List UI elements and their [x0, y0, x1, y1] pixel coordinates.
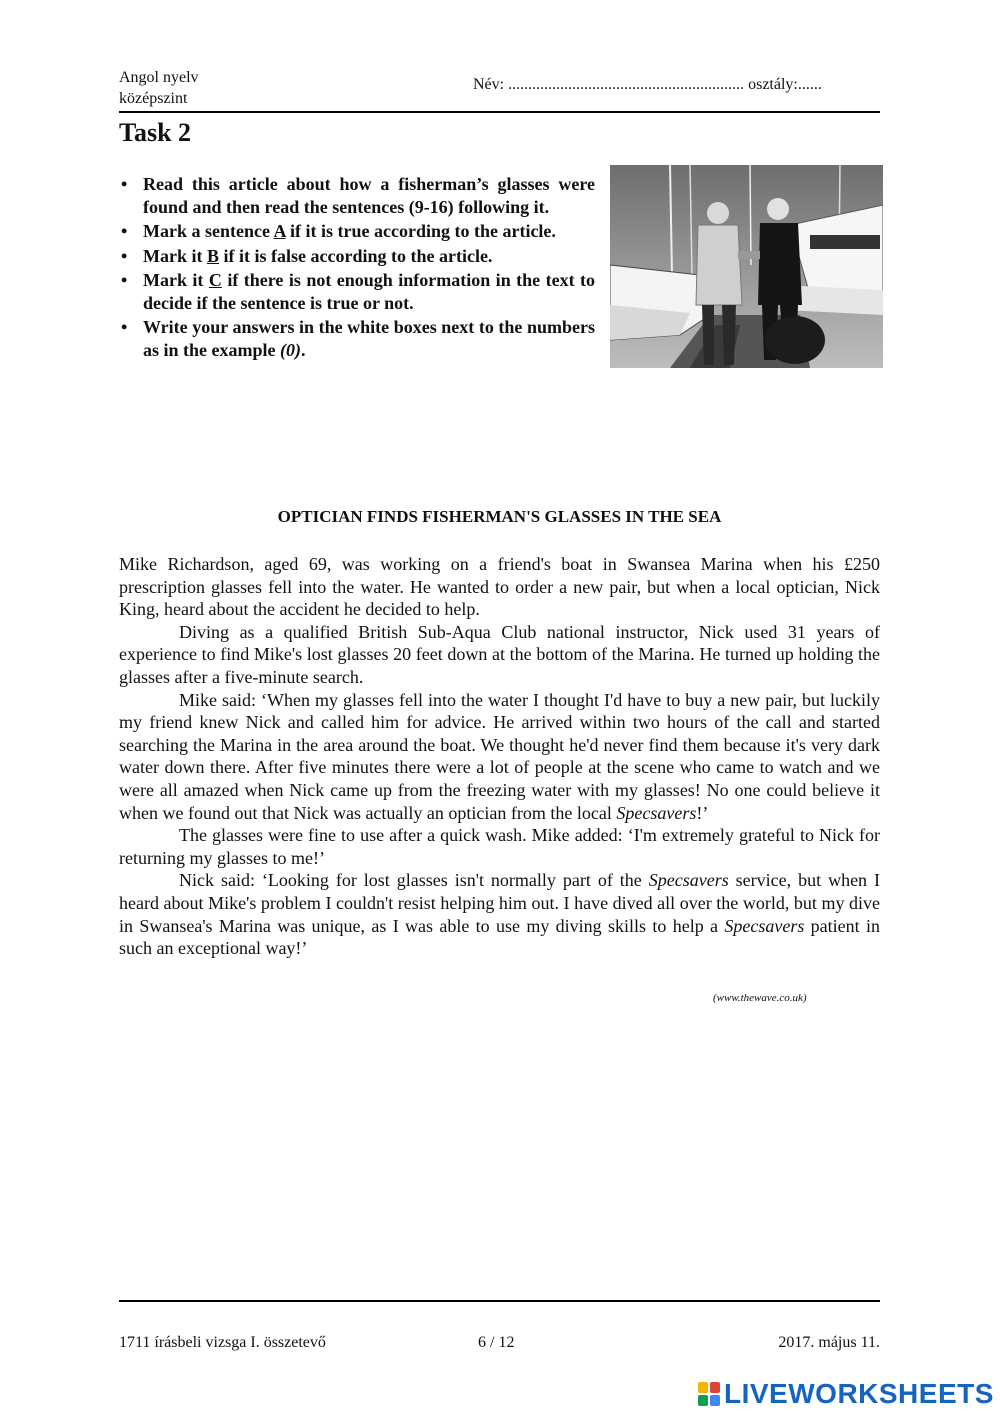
brand-name: Specsavers: [724, 915, 805, 936]
subject-label: [119, 67, 199, 109]
article-paragraph: [119, 689, 880, 825]
logo-square: [698, 1382, 708, 1393]
instruction-text: Mark it: [143, 270, 209, 290]
instruction-text: Mark it: [143, 245, 207, 266]
article-paragraph: The glasses were fine to use after a quick wash. Mike added: ‘I'm extremely grateful to Nick for returning my glasses to me!’: [119, 825, 880, 868]
marina-photo: [610, 165, 883, 368]
task-title: Task 2: [119, 118, 192, 147]
instruction-text: Mark a sentence: [143, 221, 274, 241]
logo-square: [710, 1395, 720, 1406]
subject-line-1: Angol nyelv: [119, 69, 199, 86]
page-number: 6 / 12: [478, 1334, 515, 1351]
instruction-list: [119, 173, 595, 363]
name-class-field: Név: ........................................................... osztály:......: [473, 76, 822, 93]
article-source: (www.thewave.co.uk): [713, 992, 807, 1004]
instruction-text: Read this article about how a fisherman’s glasses were found and then read the sentences (9-16) following it.: [143, 174, 595, 217]
brand-name: Specsavers: [648, 870, 729, 891]
instruction-text: if there is not enough information in the text to decide if the sentence is true or not.: [143, 270, 596, 313]
instruction-item: [119, 316, 595, 361]
instruction-text: Write your answers in the white boxes next to the numbers as in the example: [143, 317, 595, 360]
exam-code: 1711 írásbeli vizsga I. összetevő: [119, 1334, 326, 1351]
brand-name: Specsavers: [616, 802, 697, 823]
paragraph-text: patient in such an exceptional way!’: [119, 915, 880, 959]
instruction-item: [119, 269, 595, 314]
header-divider: [119, 111, 880, 113]
paragraph-text: Nick said: ‘Looking for lost glasses isn't normally part of the: [179, 870, 649, 891]
instruction-item: [119, 245, 595, 268]
instruction-item: [119, 173, 595, 218]
logo-icon: [698, 1382, 720, 1406]
paragraph-text: service, but when I heard about Mike's problem I couldn't resist helping him out. I have dived all over the world, but my dive in Swansea's Marina was unique, as I was able to use my diving skills to help a: [119, 870, 881, 936]
instruction-item: [119, 220, 595, 243]
instruction-text: .: [301, 339, 306, 360]
marina-photo-illustration: [610, 165, 883, 368]
subject-line-2: középszint: [119, 90, 188, 107]
article-title: OPTICIAN FINDS FISHERMAN'S GLASSES IN THE SEA: [277, 507, 722, 526]
paragraph-text: !’: [696, 802, 709, 823]
footer-divider: [119, 1300, 880, 1302]
liveworksheets-logo[interactable]: [698, 1379, 994, 1409]
article-body: [119, 553, 880, 960]
answer-letter: B: [206, 245, 219, 266]
example-marker: (0): [280, 339, 301, 360]
instruction-text: if it is true according to the article.: [285, 221, 556, 241]
article-paragraph: Mike Richardson, aged 69, was working on a friend's boat in Swansea Marina when his £250 prescription glasses fell into the water. He wanted to order a new pair, but when a local optician, Nick King, heard about the accident he decided to help.: [119, 554, 880, 620]
logo-square: [710, 1382, 720, 1393]
instruction-text: if it is false according to the article.: [219, 245, 493, 266]
answer-letter: A: [273, 221, 286, 241]
article-paragraph: Diving as a qualified British Sub-Aqua Club national instructor, Nick used 31 years of experience to find Mike's lost glasses 20 feet down at the bottom of the Marina. He turned up holding the glasses after a five-minute search.: [119, 621, 880, 687]
exam-date: 2017. május 11.: [778, 1334, 880, 1351]
logo-text: LIVEWORKSHEETS: [724, 1378, 994, 1409]
answer-letter: C: [208, 270, 222, 290]
paragraph-text: Mike said: ‘When my glasses fell into the water I thought I'd have to buy a new pair, but luckily my friend knew Nick and called him for advice. He arrived within two hours of the call and started searching the Marina in the area around the boat. We thought he'd never find them because it's very dark water down there. After five minutes there were a lot of people at the scene who came to watch and we were all amazed when Nick came up from the freezing water with my glasses! No one could believe it when we found out that Nick was actually an optician from the local: [119, 689, 880, 823]
logo-square: [698, 1395, 708, 1406]
article-paragraph: [119, 869, 880, 959]
